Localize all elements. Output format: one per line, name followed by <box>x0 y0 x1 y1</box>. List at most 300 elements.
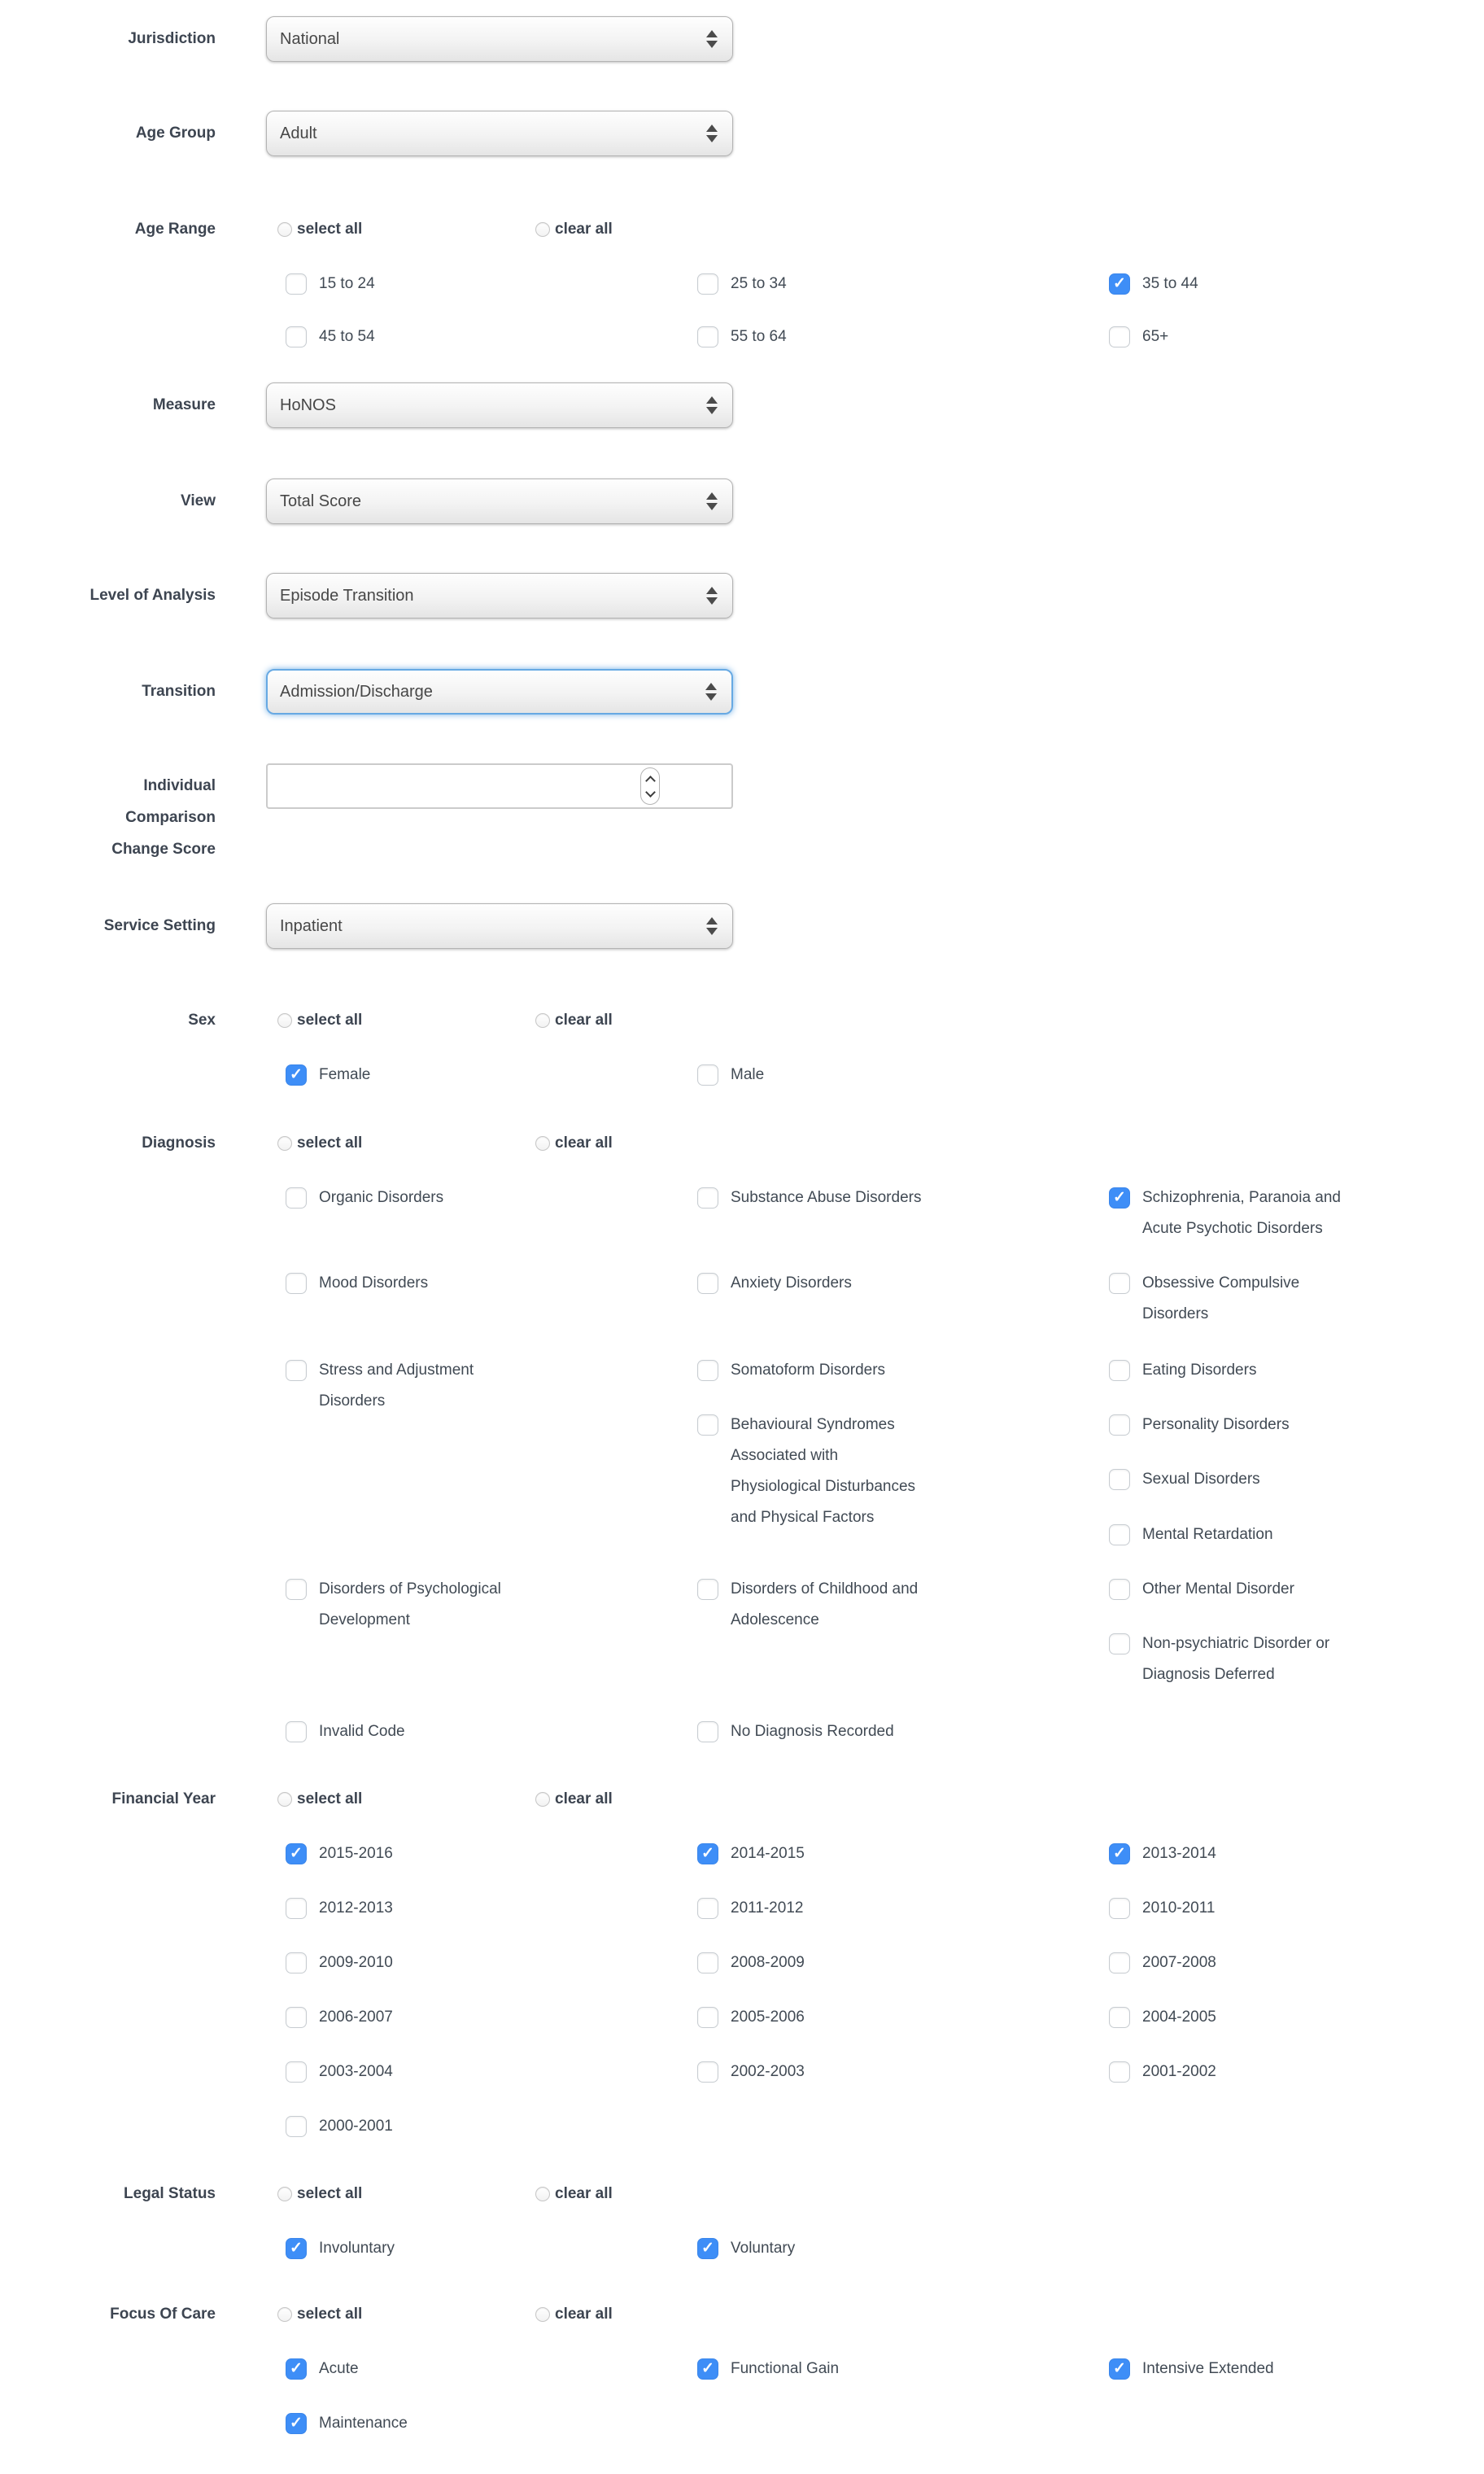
grid-cell <box>1109 2111 1484 2142</box>
triangle-down-icon <box>706 597 718 605</box>
checkbox-item-2006-2007[interactable] <box>286 2002 697 2033</box>
financial-year-group-header <box>266 1784 1484 1815</box>
checkbox-somatoform-disorders[interactable] <box>697 1360 718 1381</box>
field-label-measure: Measure <box>152 396 216 413</box>
checkbox-schizophrenia-paranoia-and-acute-psychotic-disorders[interactable] <box>1109 1187 1130 1209</box>
checkbox-item-2014-2015[interactable] <box>697 1838 1109 1869</box>
checkbox-65[interactable] <box>1109 326 1130 347</box>
select-all-radio[interactable] <box>277 2187 292 2201</box>
checkbox-item-2009-2010[interactable] <box>286 1947 697 1978</box>
checkbox-2010-2011[interactable] <box>1109 1898 1130 1919</box>
checkbox-item-male[interactable] <box>697 1060 1109 1091</box>
checkbox-item-voluntary[interactable] <box>697 2233 1109 2264</box>
select-arrows-icon <box>706 492 718 510</box>
grid-cell <box>697 321 1109 352</box>
checkbox-item-2000-2001[interactable] <box>286 2111 697 2142</box>
age-range-clear-all-control[interactable] <box>535 214 613 245</box>
grid-cell <box>1109 1893 1484 1924</box>
sex-group-header <box>266 1005 1484 1036</box>
checkbox-item-disorders-of-childhood-and-adolescence[interactable] <box>697 1574 1109 1636</box>
grid-cell <box>1109 269 1484 299</box>
clear-all-radio[interactable] <box>535 1792 550 1807</box>
checkbox-label: 2002-2003 <box>731 2063 805 2080</box>
checkbox-item-disorders-of-psychological-development[interactable] <box>286 1574 697 1636</box>
checkbox-label: 2010-2011 <box>1142 1899 1216 1917</box>
checkbox-organic-disorders[interactable] <box>286 1187 307 1209</box>
jurisdiction-select[interactable] <box>266 16 733 62</box>
legal-status-select-all-control[interactable] <box>277 2179 535 2210</box>
triangle-up-icon <box>706 396 718 404</box>
checkbox-voluntary[interactable] <box>697 2238 718 2259</box>
checkbox-obsessive-compulsive-disorders[interactable] <box>1109 1273 1130 1294</box>
checkbox-35-to-44[interactable] <box>1109 273 1130 295</box>
field-row-age-range <box>0 214 1484 352</box>
clear-all-label: clear all <box>555 1134 613 1152</box>
checkbox-label: Mental Retardation <box>1142 1526 1273 1543</box>
checkmark-icon: ✓ <box>1113 275 1126 292</box>
checkbox-label: 2011-2012 <box>731 1899 804 1917</box>
checkbox-2008-2009[interactable] <box>697 1952 718 1974</box>
checkbox-item-other-mental-disorder[interactable] <box>1109 1574 1484 1605</box>
select-arrows-icon <box>706 125 718 142</box>
checkbox-maintenance[interactable] <box>286 2413 307 2434</box>
checkbox-item-behavioural-syndromes-associated-with-physiological-disturbances-and-physical-factors[interactable] <box>697 1410 1109 1533</box>
checkbox-item-2007-2008[interactable] <box>1109 1947 1484 1978</box>
checkbox-item-invalid-code[interactable] <box>286 1716 697 1747</box>
checkbox-2007-2008[interactable] <box>1109 1952 1130 1974</box>
checkbox-label: 2013-2014 <box>1142 1845 1216 1862</box>
grid-cell <box>697 1893 1109 1924</box>
checkbox-label: 2007-2008 <box>1142 1954 1216 1971</box>
legal-status-checkbox-row <box>266 2233 1484 2264</box>
select-all-radio[interactable] <box>277 1792 292 1807</box>
select-arrows-icon <box>706 587 718 605</box>
checkbox-item-functional-gain[interactable] <box>697 2354 1109 2384</box>
checkbox-item-65[interactable] <box>1109 321 1484 352</box>
age-range-select-all-control[interactable] <box>277 214 535 245</box>
field-content-view <box>266 479 733 524</box>
checkbox-stress-and-adjustment-disorders[interactable] <box>286 1360 307 1381</box>
checkbox-label: Female <box>319 1066 371 1083</box>
clear-all-label: clear all <box>555 2306 613 2323</box>
age-range-checkbox-row <box>266 321 1484 352</box>
sex-checkbox-row <box>266 1060 1484 1091</box>
select-all-label: select all <box>297 221 363 238</box>
focus-of-care-checkbox-row <box>266 2408 1484 2439</box>
checkbox-item-personality-disorders[interactable] <box>1109 1410 1484 1440</box>
field-content-age-group <box>266 111 733 156</box>
checkbox-anxiety-disorders[interactable] <box>697 1273 718 1294</box>
checkbox-item-2008-2009[interactable] <box>697 1947 1109 1978</box>
grid-cell <box>286 1060 697 1091</box>
individual-comparison-change-score-input[interactable] <box>266 763 733 809</box>
diagnosis-columns <box>266 1182 1484 1747</box>
field-label-financial-year: Financial Year <box>111 1790 216 1807</box>
checkbox-disorders-of-childhood-and-adolescence[interactable] <box>697 1579 718 1600</box>
grid-cell <box>286 321 697 352</box>
checkbox-item-sexual-disorders[interactable] <box>1109 1464 1484 1495</box>
checkbox-sexual-disorders[interactable] <box>1109 1469 1130 1490</box>
diagnosis-clear-all-control[interactable] <box>535 1128 613 1159</box>
checkbox-label: Other Mental Disorder <box>1142 1580 1294 1598</box>
clear-all-radio[interactable] <box>535 2187 550 2201</box>
select-all-label: select all <box>297 1012 363 1029</box>
checkbox-functional-gain[interactable] <box>697 2358 718 2380</box>
checkbox-non-psychiatric-disorder-or-diagnosis-deferred[interactable] <box>1109 1633 1130 1654</box>
checkbox-involuntary[interactable] <box>286 2238 307 2259</box>
field-content-diagnosis <box>266 1128 1484 1747</box>
checkmark-icon: ✓ <box>290 1845 303 1862</box>
checkbox-label: 2006-2007 <box>319 2008 393 2026</box>
grid-cell <box>286 1838 697 1869</box>
checkbox-label: Acute <box>319 2360 359 2377</box>
checkbox-mental-retardation[interactable] <box>1109 1524 1130 1545</box>
checkbox-item-maintenance[interactable] <box>286 2408 697 2439</box>
focus-of-care-checkbox-row <box>266 2354 1484 2384</box>
checkbox-item-mental-retardation[interactable] <box>1109 1519 1484 1550</box>
grid-cell <box>697 2354 1109 2384</box>
checkbox-label: Behavioural Syndromes Associated with Physiological Disturbances and Physical Factors <box>731 1416 916 1526</box>
legal-status-clear-all-control[interactable] <box>535 2179 613 2210</box>
select-all-label: select all <box>297 1790 363 1807</box>
checkbox-intensive-extended[interactable] <box>1109 2358 1130 2380</box>
checkbox-2004-2005[interactable] <box>1109 2007 1130 2028</box>
grid-cell <box>286 2408 697 2439</box>
select-all-radio[interactable] <box>277 222 292 237</box>
checkbox-label: 2009-2010 <box>319 1954 393 1971</box>
checkbox-item-15-to-24[interactable] <box>286 269 697 299</box>
checkmark-icon: ✓ <box>290 2240 303 2257</box>
checkbox-label: Eating Disorders <box>1142 1362 1257 1379</box>
chevron-up-icon <box>645 776 656 786</box>
financial-year-checkbox-row <box>266 2002 1484 2033</box>
focus-of-care-clear-all-control[interactable] <box>535 2299 613 2330</box>
checkbox-2006-2007[interactable] <box>286 2007 307 2028</box>
checkbox-item-2003-2004[interactable] <box>286 2057 697 2087</box>
select-value: Episode Transition <box>280 586 414 605</box>
checkbox-item-substance-abuse-disorders[interactable] <box>697 1182 1109 1213</box>
checkbox-item-45-to-54[interactable] <box>286 321 697 352</box>
grid-cell <box>1109 2233 1484 2264</box>
checkbox-item-acute[interactable] <box>286 2354 697 2384</box>
triangle-down-icon <box>706 928 718 935</box>
field-row-jurisdiction <box>0 16 1484 62</box>
checkbox-substance-abuse-disorders[interactable] <box>697 1187 718 1209</box>
checkbox-label: Invalid Code <box>319 1723 405 1740</box>
triangle-down-icon <box>706 503 718 510</box>
checkbox-item-35-to-44[interactable] <box>1109 269 1484 299</box>
checkbox-label: Disorders of Childhood and Adolescence <box>731 1580 919 1628</box>
field-content-measure <box>266 382 733 428</box>
diagnosis-select-all-control[interactable] <box>277 1128 535 1159</box>
checkbox-mood-disorders[interactable] <box>286 1273 307 1294</box>
field-content-age-range <box>266 214 1484 352</box>
level-of-analysis-select[interactable] <box>266 573 733 618</box>
checkbox-2000-2001[interactable] <box>286 2116 307 2137</box>
grid-cell <box>1109 2408 1484 2439</box>
checkbox-label: Anxiety Disorders <box>731 1274 852 1292</box>
grid-cell <box>286 2233 697 2264</box>
field-label-individual-comparison-change-score: Individual Comparison Change Score <box>111 777 216 858</box>
select-all-radio[interactable] <box>277 1136 292 1151</box>
field-row-financial-year <box>0 1784 1484 2142</box>
clear-all-radio[interactable] <box>535 1136 550 1151</box>
checkbox-behavioural-syndromes-associated-with-physiological-disturbances-and-physical-factors[interactable] <box>697 1414 718 1436</box>
select-all-label: select all <box>297 2306 363 2323</box>
checkbox-2014-2015[interactable] <box>697 1843 718 1864</box>
checkmark-icon: ✓ <box>290 1066 303 1083</box>
clear-all-radio[interactable] <box>535 1013 550 1028</box>
checkbox-item-involuntary[interactable] <box>286 2233 697 2264</box>
checkbox-item-mood-disorders[interactable] <box>286 1268 697 1299</box>
field-row-individual-comparison-change-score <box>0 763 1484 865</box>
grid-cell <box>1109 321 1484 352</box>
transition-select[interactable] <box>266 669 733 715</box>
checkbox-eating-disorders[interactable] <box>1109 1360 1130 1381</box>
triangle-down-icon <box>706 135 718 142</box>
checkbox-male[interactable] <box>697 1064 718 1086</box>
diagnosis-group-header <box>266 1128 1484 1159</box>
checkbox-label: Male <box>731 1066 765 1083</box>
focus-of-care-group-header <box>266 2299 1484 2330</box>
triangle-down-icon <box>706 41 718 48</box>
field-label-age-group: Age Group <box>135 125 216 142</box>
triangle-up-icon <box>706 917 718 924</box>
select-all-label: select all <box>297 2185 363 2202</box>
checkbox-female[interactable] <box>286 1064 307 1086</box>
field-label-view: View <box>181 492 216 509</box>
checkbox-label: 25 to 34 <box>731 275 787 292</box>
field-row-transition <box>0 669 1484 715</box>
clear-all-radio[interactable] <box>535 2307 550 2322</box>
select-all-label: select all <box>297 1134 363 1152</box>
checkbox-label: 2003-2004 <box>319 2063 393 2080</box>
field-row-diagnosis <box>0 1128 1484 1747</box>
grid-cell <box>286 269 697 299</box>
checkbox-label: Mood Disorders <box>319 1274 429 1292</box>
checkbox-label: Disorders of Psychological Development <box>319 1580 501 1628</box>
checkbox-2003-2004[interactable] <box>286 2061 307 2083</box>
select-value: National <box>280 29 340 48</box>
checkbox-15-to-24[interactable] <box>286 273 307 295</box>
grid-cell <box>286 2354 697 2384</box>
financial-year-clear-all-control[interactable] <box>535 1784 613 1815</box>
grid-cell <box>1109 1947 1484 1978</box>
select-value: Admission/Discharge <box>280 682 433 701</box>
diagnosis-column-1 <box>286 1182 697 1747</box>
clear-all-label: clear all <box>555 1790 613 1807</box>
grid-cell <box>697 2233 1109 2264</box>
checkbox-acute[interactable] <box>286 2358 307 2380</box>
select-arrows-icon <box>706 917 718 935</box>
triangle-up-icon <box>706 492 718 500</box>
select-value: Adult <box>280 124 317 142</box>
checkbox-label: 2004-2005 <box>1142 2008 1216 2026</box>
checkmark-icon: ✓ <box>1113 2360 1126 2377</box>
field-label-legal-status: Legal Status <box>124 2185 216 2202</box>
select-value: Inpatient <box>280 916 343 935</box>
grid-cell <box>697 2408 1109 2439</box>
sex-clear-all-control[interactable] <box>535 1005 613 1036</box>
age-group-select[interactable] <box>266 111 733 156</box>
checkbox-label: 2008-2009 <box>731 1954 805 1971</box>
checkbox-item-2015-2016[interactable] <box>286 1838 697 1869</box>
checkbox-item-2002-2003[interactable] <box>697 2057 1109 2087</box>
checkmark-icon: ✓ <box>701 2360 714 2377</box>
grid-cell <box>1109 1060 1484 1091</box>
grid-cell <box>286 1893 697 1924</box>
checkbox-invalid-code[interactable] <box>286 1721 307 1742</box>
financial-year-checkbox-row <box>266 1838 1484 1869</box>
checkbox-label: Voluntary <box>731 2240 796 2257</box>
checkbox-item-55-to-64[interactable] <box>697 321 1109 352</box>
checkbox-item-anxiety-disorders[interactable] <box>697 1268 1109 1299</box>
checkbox-item-organic-disorders[interactable] <box>286 1182 697 1213</box>
grid-cell <box>1109 1838 1484 1869</box>
checkbox-2015-2016[interactable] <box>286 1843 307 1864</box>
field-label-level-of-analysis: Level of Analysis <box>89 587 216 604</box>
grid-cell <box>286 1947 697 1978</box>
checkbox-item-2013-2014[interactable] <box>1109 1838 1484 1869</box>
checkbox-25-to-34[interactable] <box>697 273 718 295</box>
checkbox-item-schizophrenia-paranoia-and-acute-psychotic-disorders[interactable] <box>1109 1182 1484 1244</box>
checkbox-item-obsessive-compulsive-disorders[interactable] <box>1109 1268 1484 1330</box>
checkbox-item-intensive-extended[interactable] <box>1109 2354 1484 2384</box>
checkbox-2011-2012[interactable] <box>697 1898 718 1919</box>
grid-cell <box>697 1947 1109 1978</box>
checkbox-item-2011-2012[interactable] <box>697 1893 1109 1924</box>
financial-year-checkbox-row <box>266 2111 1484 2142</box>
financial-year-checkbox-row <box>266 1893 1484 1924</box>
checkbox-label: Somatoform Disorders <box>731 1362 886 1379</box>
grid-cell <box>1109 2354 1484 2384</box>
checkbox-label: Obsessive Compulsive Disorders <box>1142 1274 1300 1322</box>
field-content-individual-comparison-change-score <box>266 763 733 809</box>
checkbox-label: Stress and Adjustment Disorders <box>319 1362 474 1410</box>
checkbox-item-2010-2011[interactable] <box>1109 1893 1484 1924</box>
checkbox-label: Intensive Extended <box>1142 2360 1274 2377</box>
checkbox-item-eating-disorders[interactable] <box>1109 1355 1484 1386</box>
checkbox-2013-2014[interactable] <box>1109 1843 1130 1864</box>
triangle-up-icon <box>705 683 717 690</box>
checkbox-label: 65+ <box>1142 328 1169 345</box>
checkbox-item-2004-2005[interactable] <box>1109 2002 1484 2033</box>
checkmark-icon: ✓ <box>701 1845 714 1862</box>
financial-year-checkbox-row <box>266 1947 1484 1978</box>
checkbox-label: 2014-2015 <box>731 1845 805 1862</box>
financial-year-select-all-control[interactable] <box>277 1784 535 1815</box>
field-label-diagnosis: Diagnosis <box>142 1134 216 1152</box>
checkbox-item-stress-and-adjustment-disorders[interactable] <box>286 1355 697 1417</box>
field-content-jurisdiction <box>266 16 733 62</box>
service-setting-select[interactable] <box>266 903 733 949</box>
triangle-up-icon <box>706 587 718 594</box>
field-row-service-setting <box>0 903 1484 949</box>
focus-of-care-select-all-control[interactable] <box>277 2299 535 2330</box>
checkbox-45-to-54[interactable] <box>286 326 307 347</box>
checkbox-disorders-of-psychological-development[interactable] <box>286 1579 307 1600</box>
checkbox-item-somatoform-disorders[interactable] <box>697 1355 1109 1386</box>
clear-all-label: clear all <box>555 1012 613 1029</box>
checkmark-icon: ✓ <box>290 2360 303 2377</box>
checkbox-item-2001-2002[interactable] <box>1109 2057 1484 2087</box>
checkbox-item-2005-2006[interactable] <box>697 2002 1109 2033</box>
checkbox-item-non-psychiatric-disorder-or-diagnosis-deferred[interactable] <box>1109 1628 1484 1690</box>
field-content-legal-status <box>266 2179 1484 2264</box>
checkmark-icon: ✓ <box>290 2415 303 2432</box>
field-row-sex <box>0 1005 1484 1091</box>
grid-cell <box>1109 2057 1484 2087</box>
checkbox-2009-2010[interactable] <box>286 1952 307 1974</box>
field-row-measure <box>0 382 1484 428</box>
checkbox-item-2012-2013[interactable] <box>286 1893 697 1924</box>
clear-all-radio[interactable] <box>535 222 550 237</box>
checkbox-label: Non-psychiatric Disorder or Diagnosis Deferred <box>1142 1635 1330 1683</box>
field-label-service-setting: Service Setting <box>103 917 216 934</box>
triangle-up-icon <box>706 30 718 37</box>
grid-cell <box>286 2002 697 2033</box>
checkbox-2002-2003[interactable] <box>697 2061 718 2083</box>
checkbox-personality-disorders[interactable] <box>1109 1414 1130 1436</box>
grid-cell <box>697 1060 1109 1091</box>
checkbox-label: Maintenance <box>319 2415 408 2432</box>
field-label-focus-of-care: Focus Of Care <box>110 2306 216 2323</box>
checkbox-55-to-64[interactable] <box>697 326 718 347</box>
checkbox-label: Functional Gain <box>731 2360 840 2377</box>
checkbox-label: Organic Disorders <box>319 1189 444 1206</box>
field-label-sex: Sex <box>188 1012 216 1029</box>
select-value: HoNOS <box>280 396 336 414</box>
field-row-level-of-analysis <box>0 573 1484 618</box>
field-content-transition <box>266 669 733 715</box>
select-all-radio[interactable] <box>277 2307 292 2322</box>
checkbox-2012-2013[interactable] <box>286 1898 307 1919</box>
chevron-down-icon <box>645 787 656 798</box>
checkbox-item-no-diagnosis-recorded[interactable] <box>697 1716 1109 1747</box>
checkbox-item-25-to-34[interactable] <box>697 269 1109 299</box>
triangle-down-icon <box>706 407 718 414</box>
measure-select[interactable] <box>266 382 733 428</box>
checkbox-2005-2006[interactable] <box>697 2007 718 2028</box>
triangle-up-icon <box>706 125 718 132</box>
checkbox-label: 2005-2006 <box>731 2008 805 2026</box>
select-arrows-icon <box>706 30 718 48</box>
checkbox-label: Sexual Disorders <box>1142 1471 1260 1488</box>
checkbox-label: 2000-2001 <box>319 2118 393 2135</box>
select-value: Total Score <box>280 492 362 510</box>
field-content-service-setting <box>266 903 733 949</box>
view-select[interactable] <box>266 479 733 524</box>
clear-all-label: clear all <box>555 221 613 238</box>
checkbox-label: 15 to 24 <box>319 275 375 292</box>
checkbox-other-mental-disorder[interactable] <box>1109 1579 1130 1600</box>
diagnosis-column-3 <box>1109 1182 1484 1747</box>
number-stepper[interactable] <box>640 767 660 805</box>
field-row-view <box>0 479 1484 524</box>
field-label-jurisdiction: Jurisdiction <box>128 30 216 47</box>
sex-select-all-control[interactable] <box>277 1005 535 1036</box>
checkbox-item-female[interactable] <box>286 1060 697 1091</box>
checkbox-label: 2001-2002 <box>1142 2063 1216 2080</box>
grid-cell <box>697 2111 1109 2142</box>
field-content-focus-of-care <box>266 2299 1484 2439</box>
diagnosis-column-2 <box>697 1182 1109 1747</box>
checkbox-2001-2002[interactable] <box>1109 2061 1130 2083</box>
checkbox-label: 55 to 64 <box>731 328 787 345</box>
select-all-radio[interactable] <box>277 1013 292 1028</box>
field-label-transition: Transition <box>142 683 216 700</box>
checkbox-no-diagnosis-recorded[interactable] <box>697 1721 718 1742</box>
